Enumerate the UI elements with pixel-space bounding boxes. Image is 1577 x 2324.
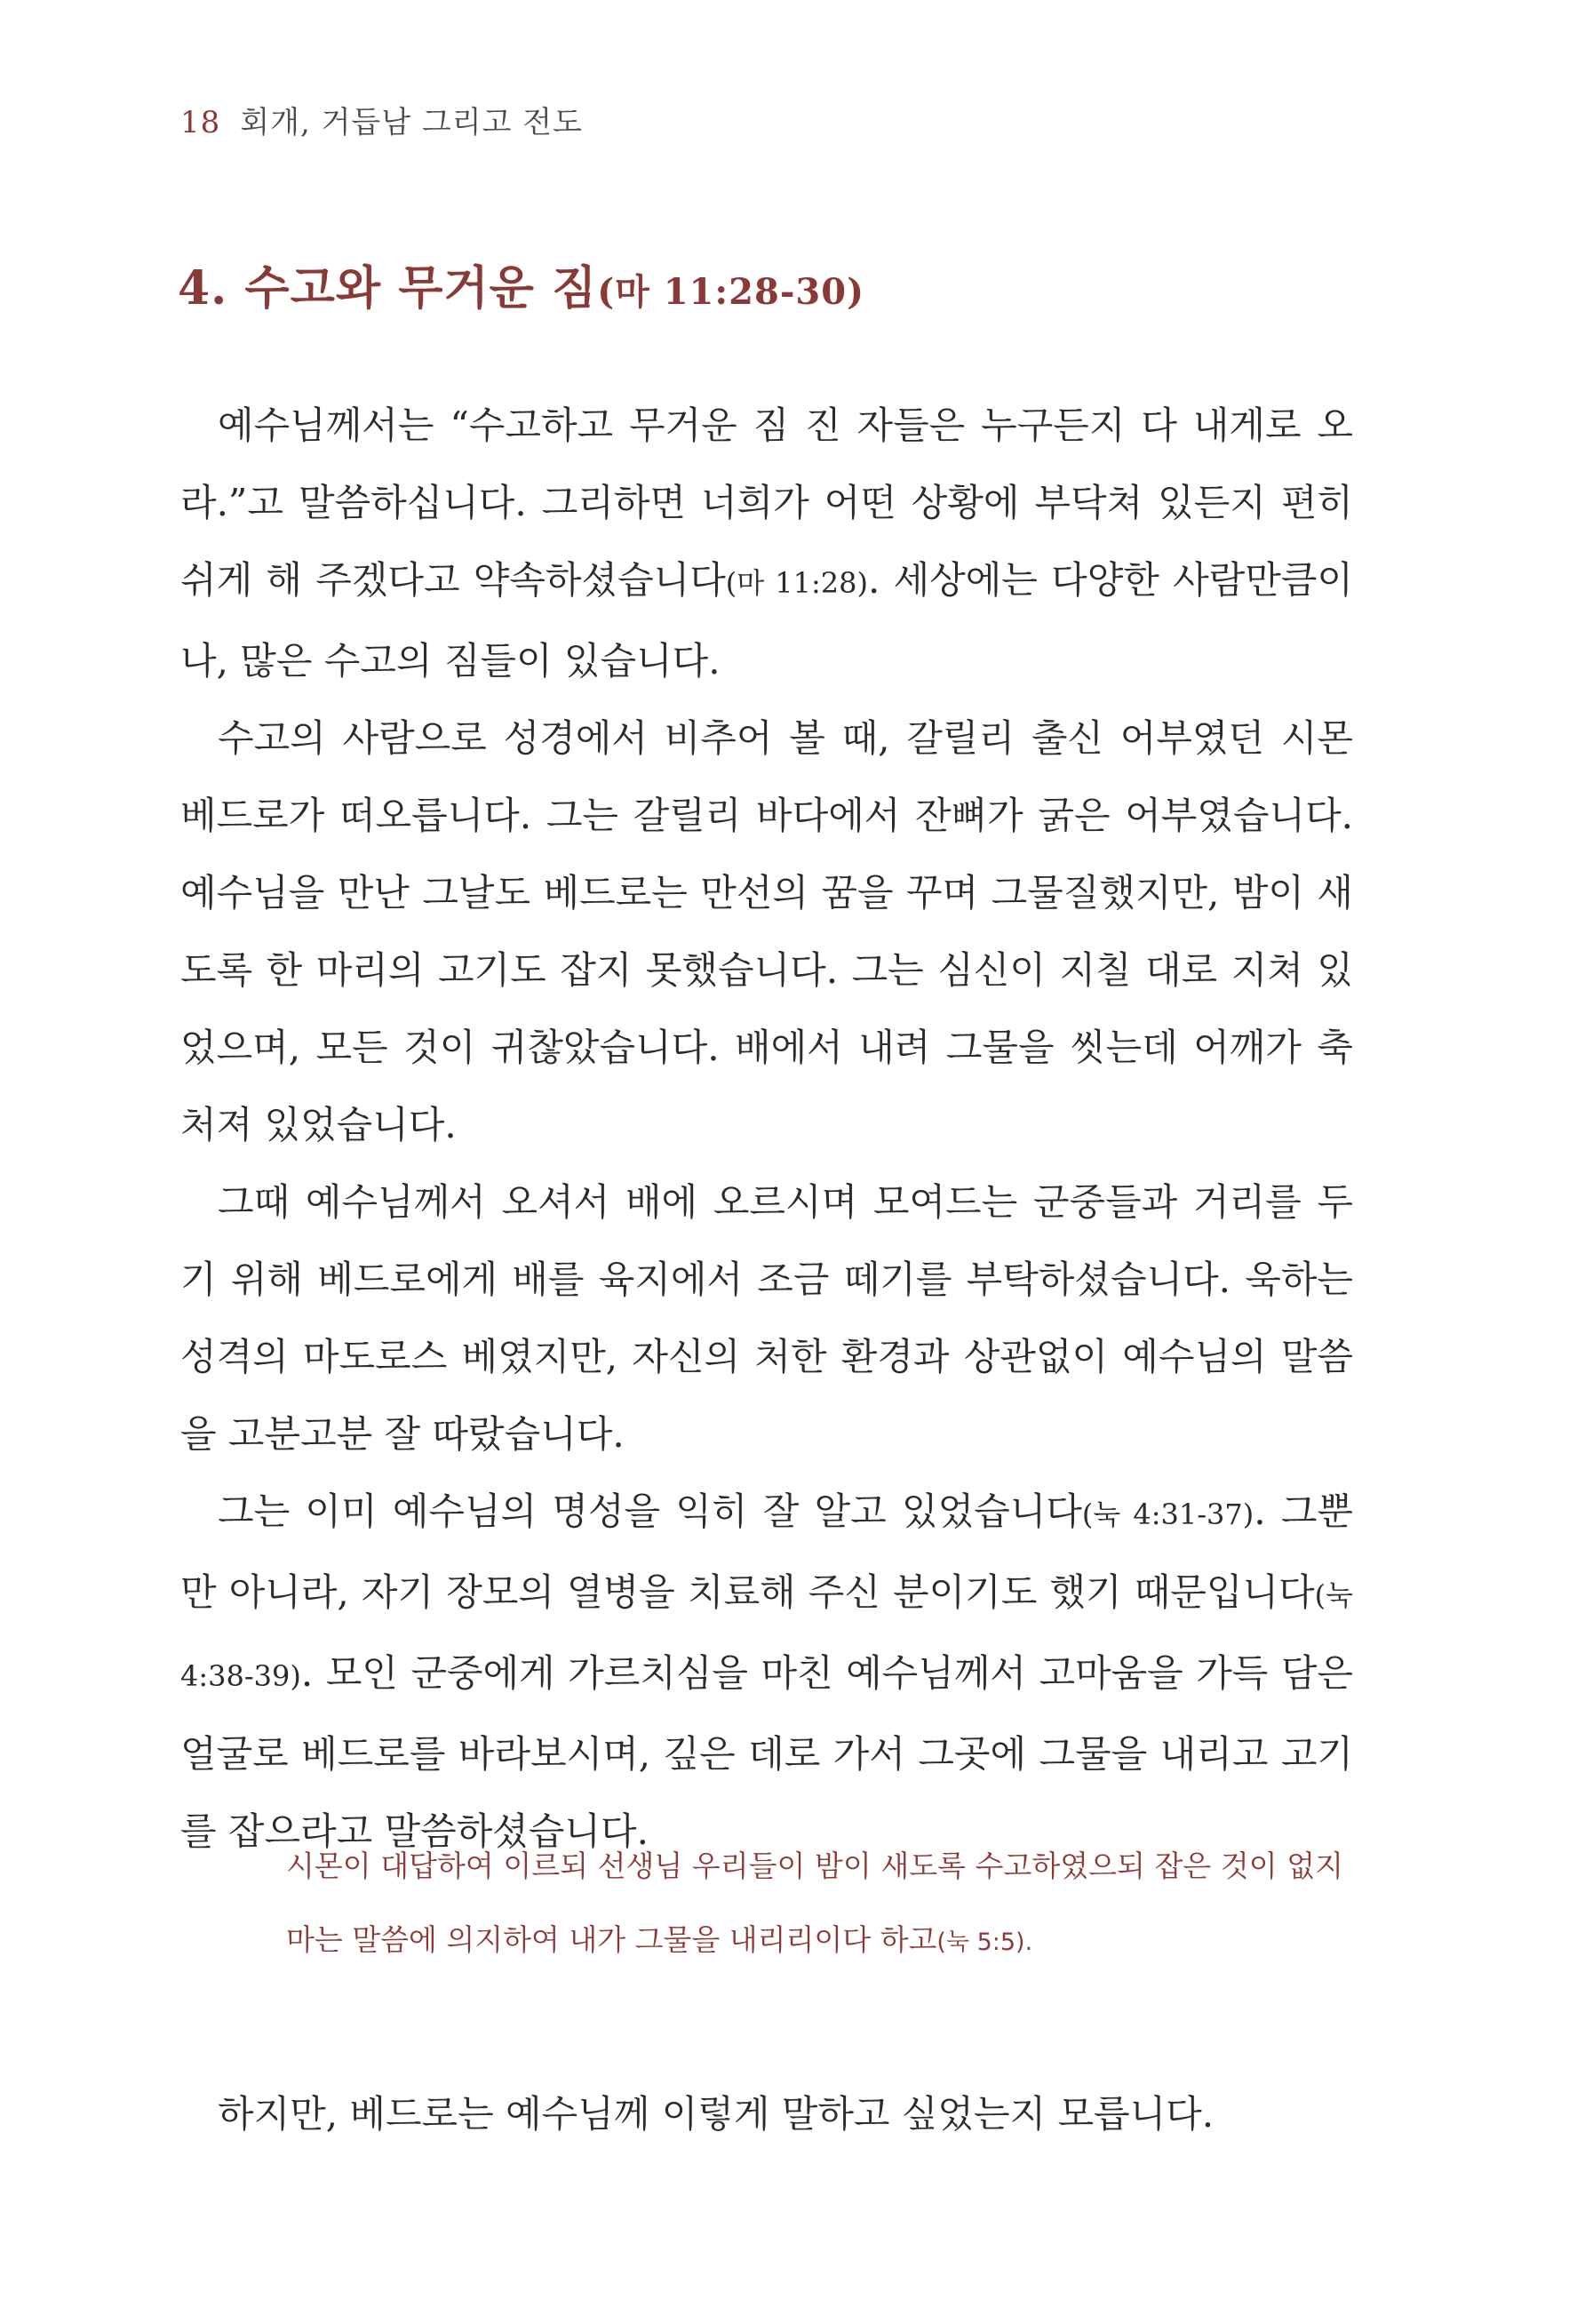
quote-reference: (눅 5:5). — [936, 1929, 1033, 1956]
paragraph-text: 그때 예수님께서 오셔서 배에 오르시며 모여드는 군중들과 거리를 두기 위해 베드로에게 배를 육지에서 조금 떼기를 부탁하셨습니다. 욱하는 성격의 마도로스 베였지만, 자신의 처한 환경과 상관없이 예수님의 말씀을 고분고분 잘 따랐습니다. — [180, 1180, 1353, 1456]
scripture-reference: (눅 4:38-39) — [180, 1578, 1353, 1693]
paragraph — [180, 387, 1353, 699]
closing-sentence: 하지만, 베드로는 예수님께 이렇게 말하고 싶었는지 모릅니다. — [218, 2092, 1215, 2136]
paragraph-text: . 모인 군중에게 가르치심을 마친 예수님께서 고마움을 가득 담은 얼굴로 베드로를 바라보시며, 깊은 데로 가서 그곳에 그물을 내리고 고기를 잡으라고 말씀하셨습니다. — [180, 1651, 1353, 1853]
section-title-text: 4. 수고와 무거운 짐 — [178, 261, 598, 315]
book-title: 회개, 거듭남 그리고 전도 — [240, 105, 583, 140]
paragraph — [180, 1473, 1353, 1870]
section-title — [178, 251, 864, 317]
paragraph-text: 예수님께서는 “수고하고 무거운 짐 진 자들은 누구든지 다 내게로 오라.”고 말씀하십니다. 그리하면 너희가 어떤 상황에 부닥쳐 있든지 편히 쉬게 해 주겠다고 약속하셨습니다 — [180, 403, 1353, 602]
section-reference: (마 11:28-30) — [597, 271, 865, 313]
scripture-reference: (마 11:28) — [725, 566, 868, 600]
scripture-reference: (눅 4:31-37) — [1081, 1497, 1254, 1531]
paragraph-text: . 그뿐만 아니라, 자기 장모의 열병을 치료해 주신 분이기도 했기 때문입니다 — [180, 1489, 1353, 1614]
running-header — [180, 98, 583, 141]
paragraph-text: . 세상에는 다양한 사람만큼이나, 많은 수고의 짐들이 있습니다. — [180, 558, 1353, 683]
quote-text: 시몬이 대답하여 이르되 선생님 우리들이 밤이 새도록 수고하였으되 잡은 것이 없지마는 말씀에 의지하여 내가 그물을 내리리이다 하고 — [286, 1849, 1343, 1957]
body-text — [180, 387, 1353, 1870]
page-number: 18 — [180, 105, 221, 140]
scripture-quote — [286, 1829, 1343, 1979]
paragraph — [180, 699, 1353, 1163]
paragraph-text: 그는 이미 예수님의 명성을 익히 잘 알고 있었습니다 — [218, 1489, 1082, 1533]
paragraph-text: 수고의 사람으로 성경에서 비추어 볼 때, 갈릴리 출신 어부였던 시몬 베드로가 떠오릅니다. 그는 갈릴리 바다에서 잔뼈가 굵은 어부였습니다. 예수님을 만난 그날도 베드로는 만선의 꿈을 꾸며 그물질했지만, 밤이 새도록 한 마리의 고기도 잡지 못했습니다. 그는 심신이 지칠 대로 지쳐 있었으며, 모든 것이 귀찮았습니다. 배에서 내려 그물을 씻는데 어깨가 축 처져 있었습니다. — [180, 716, 1353, 1146]
paragraph — [180, 1163, 1353, 1473]
